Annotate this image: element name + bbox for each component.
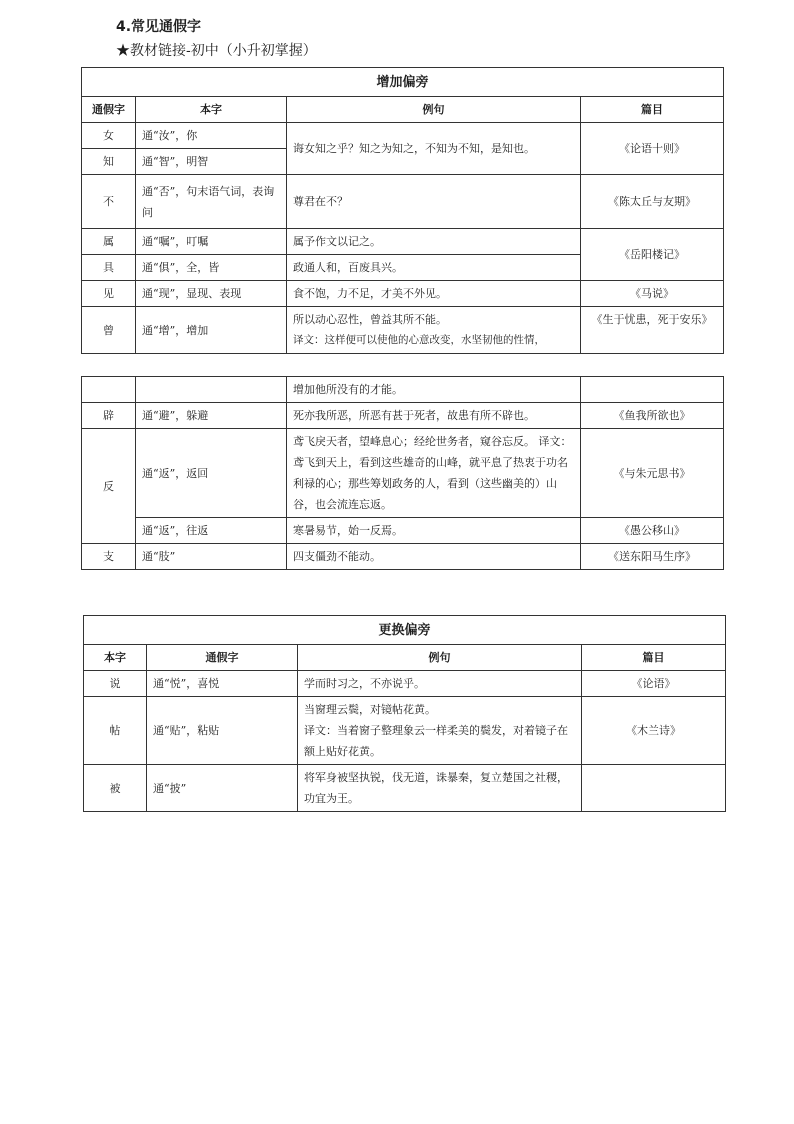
example-cell: 四支僵劲不能动。 <box>287 544 581 570</box>
example-cell: 食不饱，力不足，才美不外见。 <box>287 281 581 307</box>
origin-cell: 通“悦”，喜悦 <box>147 671 298 697</box>
table-title: 增加偏旁 <box>82 68 724 97</box>
table-add-radical-continued <box>81 376 724 570</box>
table-row <box>82 377 724 403</box>
origin-cell: 通“汝”，你 <box>136 123 287 149</box>
column-header: 篇目 <box>582 645 726 671</box>
source-cell: 《岳阳楼记》 <box>581 229 724 281</box>
column-header: 本字 <box>84 645 147 671</box>
table-change-radical <box>83 615 726 812</box>
origin-cell: 通“返”，返回 <box>136 429 287 518</box>
example-line: 所以动心忍性，曾益其所不能。 <box>293 313 447 326</box>
source-cell: 《马说》 <box>581 281 724 307</box>
column-header: 例句 <box>298 645 582 671</box>
char-cell: 知 <box>82 149 136 175</box>
column-header: 篇目 <box>581 97 724 123</box>
column-header: 例句 <box>287 97 581 123</box>
char-cell: 曾 <box>82 307 136 354</box>
origin-cell: 通“俱”，全，皆 <box>136 255 287 281</box>
table-row <box>82 123 724 149</box>
example-cell: 寒暑易节，始一反焉。 <box>287 518 581 544</box>
example-cell: 增加他所没有的才能。 <box>287 377 581 403</box>
origin-cell: 通“肢” <box>136 544 287 570</box>
table-row <box>82 281 724 307</box>
table-row <box>82 518 724 544</box>
example-translation: 译文：这样便可以使他的心意改变，水坚韧他的性情， <box>293 334 545 346</box>
table-row <box>82 403 724 429</box>
example-cell: 政通人和，百废具兴。 <box>287 255 581 281</box>
example-line: 当窗理云鬓，对镜帖花黄。 <box>304 703 436 716</box>
origin-cell: 通“智”，明智 <box>136 149 287 175</box>
table-row <box>84 671 726 697</box>
example-cell: 诲女知之乎？知之为知之，不知为不知，是知也。 <box>287 123 581 175</box>
char-cell: 辟 <box>82 403 136 429</box>
source-cell: 《与朱元思书》 <box>581 429 724 518</box>
section-heading: 4.常见通假字 <box>116 19 202 35</box>
source-cell <box>582 765 726 812</box>
origin-cell: 通“增”，增加 <box>136 307 287 354</box>
char-cell: 说 <box>84 671 147 697</box>
source-cell: 《陈太丘与友期》 <box>581 175 724 229</box>
origin-cell: 通“嘱”，叮嘱 <box>136 229 287 255</box>
char-cell: 具 <box>82 255 136 281</box>
char-cell: 属 <box>82 229 136 255</box>
source-cell: 《木兰诗》 <box>582 697 726 765</box>
source-cell: 《论语》 <box>582 671 726 697</box>
example-cell: 学而时习之，不亦说乎。 <box>298 671 582 697</box>
char-cell: 女 <box>82 123 136 149</box>
source-cell: 《论语十则》 <box>581 123 724 175</box>
origin-cell: 通“避”，躲避 <box>136 403 287 429</box>
char-cell: 反 <box>82 429 136 544</box>
origin-cell: 通“否”，句末语气词，表询问 <box>136 175 287 229</box>
origin-cell: 通“贴”，粘贴 <box>147 697 298 765</box>
table-row <box>84 765 726 812</box>
char-cell: 支 <box>82 544 136 570</box>
table-add-radical <box>81 67 724 354</box>
example-translation: 译文：当着窗子整理象云一样柔美的鬓发，对着镜子在额上贴好花黄。 <box>304 724 568 758</box>
source-cell: 《送东阳马生序》 <box>581 544 724 570</box>
example-cell <box>298 697 582 765</box>
table-title: 更换偏旁 <box>84 616 726 645</box>
example-cell: 属予作文以记之。 <box>287 229 581 255</box>
char-cell: 帖 <box>84 697 147 765</box>
table-row <box>82 429 724 518</box>
table-row <box>82 175 724 229</box>
origin-cell: 通“现”，显现、表现 <box>136 281 287 307</box>
section-subheading: ★教材链接-初中（小升初掌握） <box>116 43 317 59</box>
char-cell: 被 <box>84 765 147 812</box>
example-cell <box>287 307 581 354</box>
column-header: 通假字 <box>147 645 298 671</box>
example-cell: 死亦我所恶，所恶有甚于死者，故患有所不辟也。 <box>287 403 581 429</box>
table-row <box>82 544 724 570</box>
column-header: 本字 <box>136 97 287 123</box>
table-row <box>82 307 724 354</box>
example-cell: 尊君在不？ <box>287 175 581 229</box>
char-cell: 见 <box>82 281 136 307</box>
source-cell: 《愚公移山》 <box>581 518 724 544</box>
table-row <box>82 229 724 255</box>
origin-cell: 通“返”，往返 <box>136 518 287 544</box>
source-cell: 《鱼我所欲也》 <box>581 403 724 429</box>
source-cell: 《生于忧患，死于安乐》 <box>581 307 724 354</box>
char-cell: 不 <box>82 175 136 229</box>
column-header: 通假字 <box>82 97 136 123</box>
example-cell: 鸢飞戾天者，望峰息心；经纶世务者，窥谷忘反。 译文：鸢飞到天上，看到这些雄奇的山峰，就平息了热衷于功名利禄的心；那些筹划政务的人，看到（这些幽美的）山谷，也会流连忘返。 <box>287 429 581 518</box>
table-row <box>84 697 726 765</box>
example-cell: 将军身被坚执锐，伐无道，诛暴秦，复立楚国之社稷，功宜为王。 <box>298 765 582 812</box>
origin-cell: 通“披” <box>147 765 298 812</box>
